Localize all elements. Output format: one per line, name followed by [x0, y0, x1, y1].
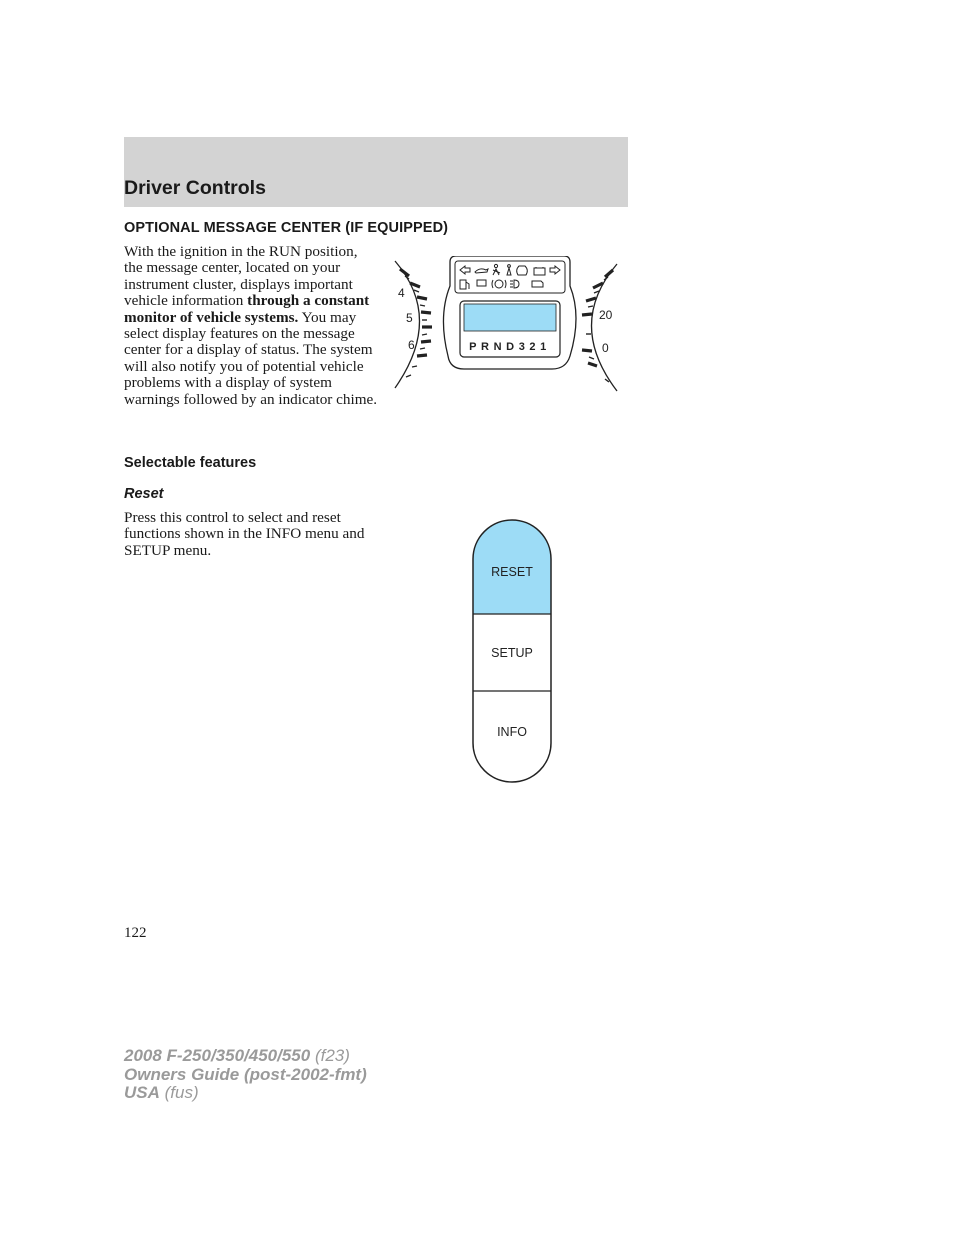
subheading-selectable-features: Selectable features — [124, 455, 257, 471]
gear-indicator: PRND321 — [469, 341, 551, 353]
right-gauge-number-20: 20 — [599, 308, 613, 322]
body-bold-text: through a constant monitor of vehicle systems. — [124, 292, 370, 326]
reset-paragraph: Press this control to select and reset functions shown in the INFO menu and SETUP menu. — [124, 509, 365, 559]
subheading-reset: Reset — [124, 486, 164, 502]
message-display — [464, 304, 556, 331]
setup-button-label: SETUP — [491, 646, 533, 660]
reset-button-label: RESET — [491, 565, 533, 579]
left-gauge-number-4: 4 — [398, 286, 405, 300]
control-button-figure — [470, 518, 554, 791]
body-paragraph — [124, 244, 379, 408]
footer-line-3: USA (fus) — [124, 1083, 199, 1102]
footer — [124, 1047, 367, 1103]
footer-line-1: 2008 F-250/350/450/550 (f23) — [124, 1046, 350, 1065]
section-heading: OPTIONAL MESSAGE CENTER (IF EQUIPPED) — [124, 220, 449, 236]
body-text-continued: You may select display features on the message center for a display of status. The system will also notify you of potential vehicle problems with a display of system warnings followed by an indicator chime. — [124, 308, 378, 408]
info-button-label: INFO — [497, 725, 527, 739]
left-gauge-number-5: 5 — [406, 311, 413, 325]
left-gauge-number-6: 6 — [408, 338, 415, 352]
page-number: 122 — [124, 925, 147, 941]
footer-line-2: Owners Guide (post-2002-fmt) — [124, 1064, 367, 1084]
instrument-cluster-figure — [392, 256, 620, 401]
body-text: With the ignition in the RUN position, the message center, located on your instrument cluster, displays important vehicle information — [124, 243, 358, 310]
section-title: Driver Controls — [124, 177, 266, 199]
right-gauge-number-0: 0 — [602, 341, 609, 355]
